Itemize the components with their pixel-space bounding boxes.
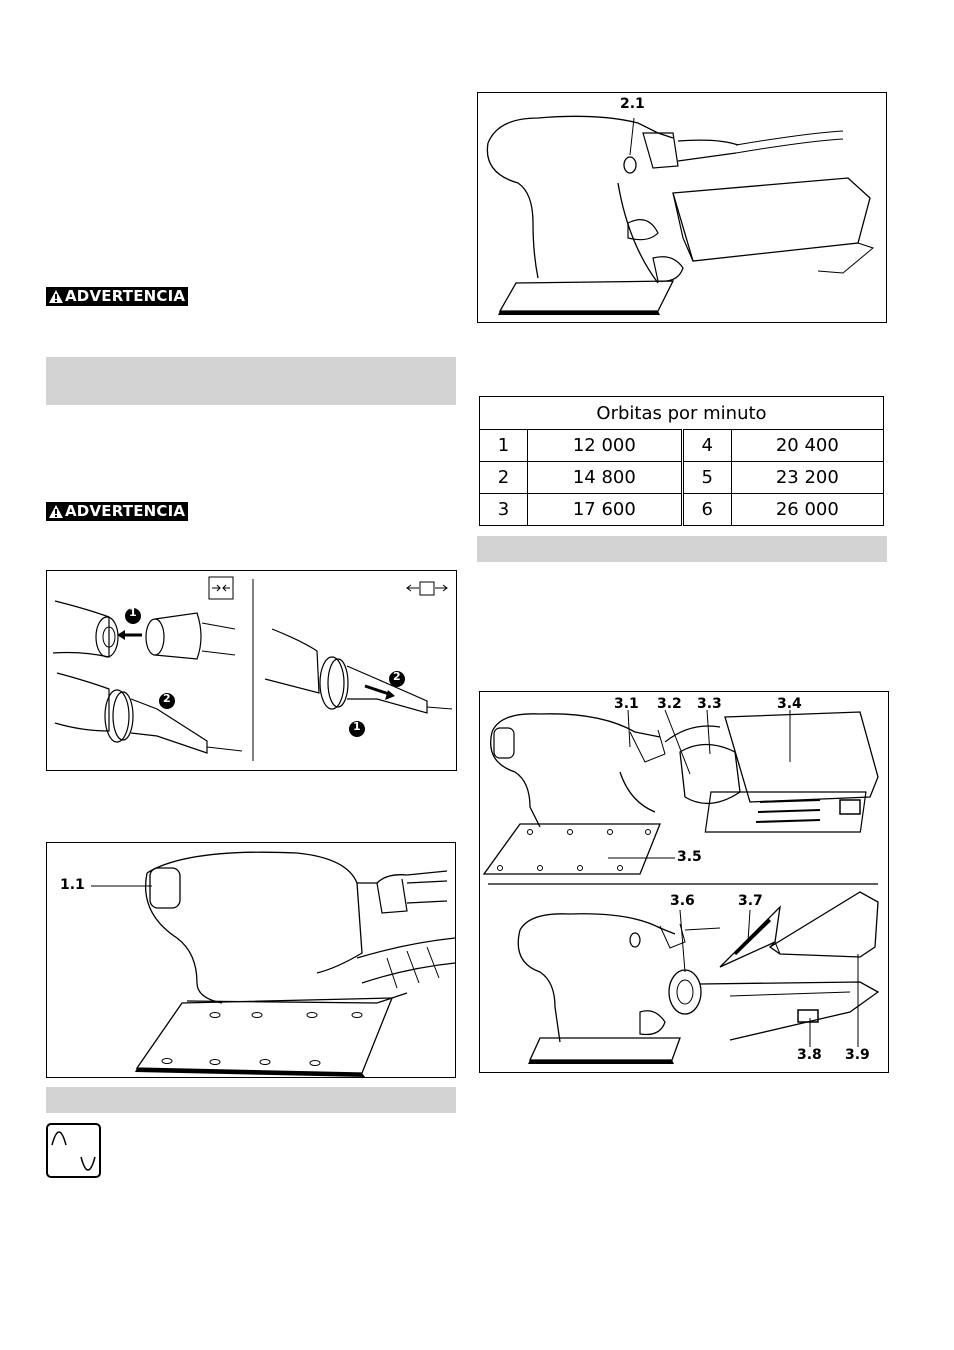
connector-figure: [46, 570, 457, 771]
table-header: Orbitas por minuto: [480, 397, 884, 430]
sander-illustration-3: [480, 692, 888, 1072]
sine-wave-icon: [46, 1123, 101, 1178]
callout-3-7: 3.7: [738, 893, 763, 909]
warning-triangle-icon: [48, 289, 64, 304]
callout-1-1: 1.1: [60, 877, 85, 893]
callout-3-3: 3.3: [697, 696, 722, 712]
figure-3: [479, 691, 889, 1073]
sander-illustration-1: [47, 843, 455, 1077]
step-marker-2b: 2: [393, 670, 401, 683]
section-heading-bar-3: [477, 536, 887, 562]
warning-label-1: ADVERTENCIA: [46, 287, 188, 306]
step-marker-2: 2: [163, 692, 171, 705]
orbit-speed-table: [479, 396, 884, 526]
section-heading-bar: [46, 357, 456, 405]
callout-3-1: 3.1: [614, 696, 639, 712]
step-marker-1: 1: [129, 606, 137, 619]
callout-3-8: 3.8: [797, 1047, 822, 1063]
figure-2: [477, 92, 887, 323]
table-row: 1 12 000 4 20 400: [480, 430, 884, 462]
callout-2-1: 2.1: [620, 96, 645, 112]
callout-3-4: 3.4: [777, 696, 802, 712]
table-row: 3 17 600 6 26 000: [480, 494, 884, 526]
figure-1: [46, 842, 456, 1078]
sander-illustration-2: [478, 93, 886, 322]
warning-label-2: ADVERTENCIA: [46, 502, 188, 521]
section-heading-bar-2: [46, 1087, 456, 1113]
warning-triangle-icon: [48, 504, 64, 519]
table-row: 2 14 800 5 23 200: [480, 462, 884, 494]
callout-3-6: 3.6: [670, 893, 695, 909]
step-marker-1b: 1: [353, 720, 361, 733]
callout-3-9: 3.9: [845, 1047, 870, 1063]
callout-3-5: 3.5: [677, 849, 702, 865]
callout-3-2: 3.2: [657, 696, 682, 712]
